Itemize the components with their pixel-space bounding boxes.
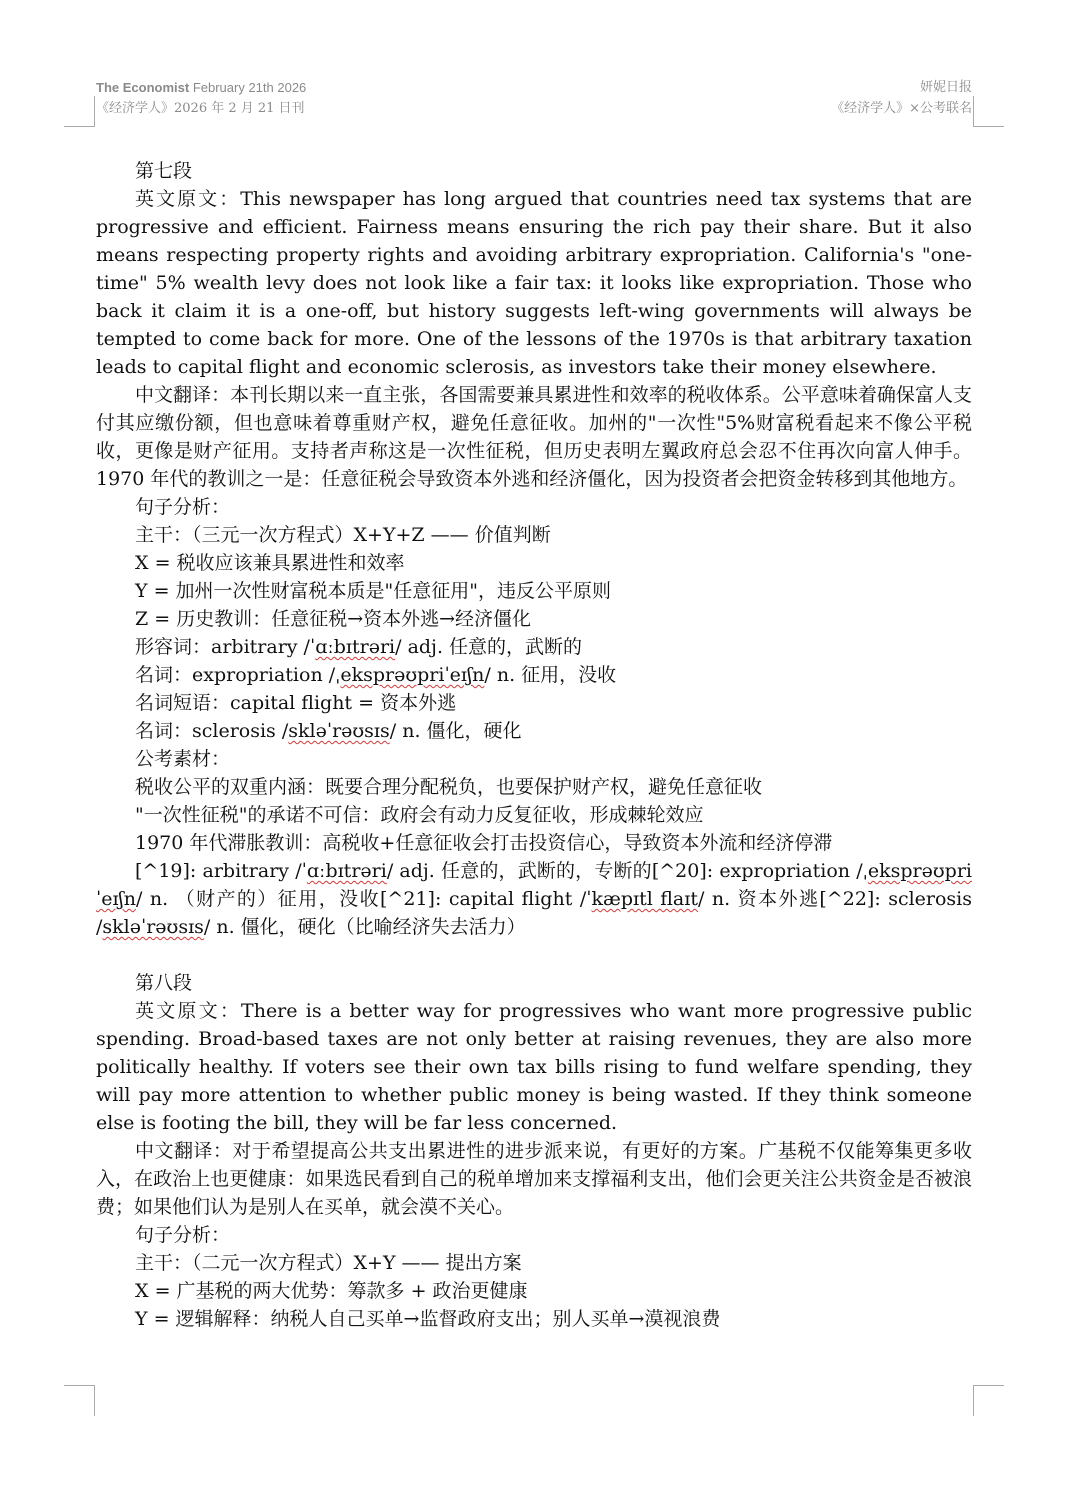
section-8-english: 英文原文：There is a better way for progressives who want more progressive public spending. Broad-based taxes are not only better at raising revenues, they are also more politically healthy. If voters see their own tax bills rising to fund welfare spending, they will pay more attention to whether public money is being wasted. If they think someone else is footing the bill, they will be far less concerned. [96,1000,972,1134]
section-7-z: Z = 历史教训：任意征税→资本外逃→经济僵化 [135,608,532,630]
section-gap [96,941,972,969]
document-body [96,157,972,1333]
section-7-y: Y = 加州一次性财富税本质是"任意征用"，违反公平原则 [135,580,612,602]
vocab-arbitrary: 形容词：arbitrary /ˈɑːbɪtrəri/ adj. 任意的，武断的 [135,636,583,658]
crop-mark-bottom-right [973,1385,1004,1416]
section-7-analysis-label: 句子分析： [135,496,231,518]
section-8-title: 第八段 [135,972,193,994]
material-item: "一次性征税"的承诺不可信：政府会有动力反复征收，形成棘轮效应 [135,804,704,826]
section-7-chinese: 中文翻译：本刊长期以来一直主张，各国需要兼具累进性和效率的税收体系。公平意味着确保富人支付其应缴份额，但也意味着尊重财产权，避免任意征收。加州的"一次性"5%财富税看起来不像公平税收，更像是财产征用。支持者声称这是一次性征税，但历史表明左翼政府总会忍不住再次向富人伸手。1970 年代的教训之一是：任意征税会导致资本外逃和经济僵化，因为投资者会把资金转移到其他地方。 [96,384,972,490]
section-8-y: Y = 逻辑解释：纳税人自己买单→监督政府支出；别人买单→漠视浪费 [135,1308,721,1330]
header-collab: 《经济学人》×公考联名 [831,101,972,116]
header-source: The Economist February 21th 2026 [96,80,307,95]
section-8-x: X = 广基税的两大优势：筹款多 + 政治更健康 [135,1280,528,1302]
material-item: 税收公平的双重内涵：既要合理分配税负，也要保护财产权，避免任意征收 [135,776,763,798]
crop-mark-bottom-left [64,1385,95,1416]
header-brand: 妍妮日报 [919,80,972,95]
crop-mark-top-right [973,96,1004,127]
section-7-material-label: 公考素材： [135,748,231,770]
section-8-chinese: 中文翻译：对于希望提高公共支出累进性的进步派来说，有更好的方案。广基税不仅能筹集更多收入，在政治上也更健康：如果选民看到自己的税单增加来支撑福利支出，他们会更关注公共资金是否被浪费；如果他们认为是别人在买单，就会漠不关心。 [96,1140,972,1218]
material-item: 1970 年代滞胀教训：高税收+任意征收会打击投资信心，导致资本外流和经济停滞 [135,832,833,854]
section-7-title: 第七段 [135,160,193,182]
section-7-x: X = 税收应该兼具累进性和效率 [135,552,405,574]
header-issue: 《经济学人》2026 年 2 月 21 日刊 [96,101,305,116]
vocab-expropriation: 名词：expropriation /ˌeksprəʊpriˈeɪʃn/ n. 征用，没收 [135,664,617,686]
section-7-footnotes: [^19]: arbitrary /ˈɑːbɪtrəri/ adj. 任意的，武断的，专断的[^20]: expropriation /ˌeksprəʊpriˈeɪʃn/ n. （财产的）征用，没收[^21]: capital flight /ˈkæpɪtl flaɪt/ n. 资本外逃[^22]: sclerosis /skləˈrəʊsɪs/ n. 僵化，硬化（比喻经济失去活力） [96,860,973,938]
section-7-english: 英文原文：This newspaper has long argued that countries need tax systems that are progressive and efficient. Fairness means ensuring the rich pay their share. But it also means respecting property rights and avoiding arbitrary expropriation. California's "one-time" 5% wealth levy does not look like a fair tax: it looks like expropriation. Those who back it claim it is a one-off, but history suggests left-wing governments will always be tempted to come back for more. One of the lessons of the 1970s is that arbitrary taxation leads to capital flight and economic sclerosis, as investors take their money elsewhere. [96,188,972,378]
section-8-analysis-label: 句子分析： [135,1224,231,1246]
section-8-main: 主干：（二元一次方程式）X+Y —— 提出方案 [135,1252,522,1274]
section-7-main: 主干：（三元一次方程式）X+Y+Z —— 价值判断 [135,524,551,546]
vocab-sclerosis: 名词：sclerosis /skləˈrəʊsɪs/ n. 僵化，硬化 [135,720,522,742]
vocab-capital-flight: 名词短语：capital flight = 资本外逃 [135,692,457,714]
crop-mark-top-left [64,96,95,127]
